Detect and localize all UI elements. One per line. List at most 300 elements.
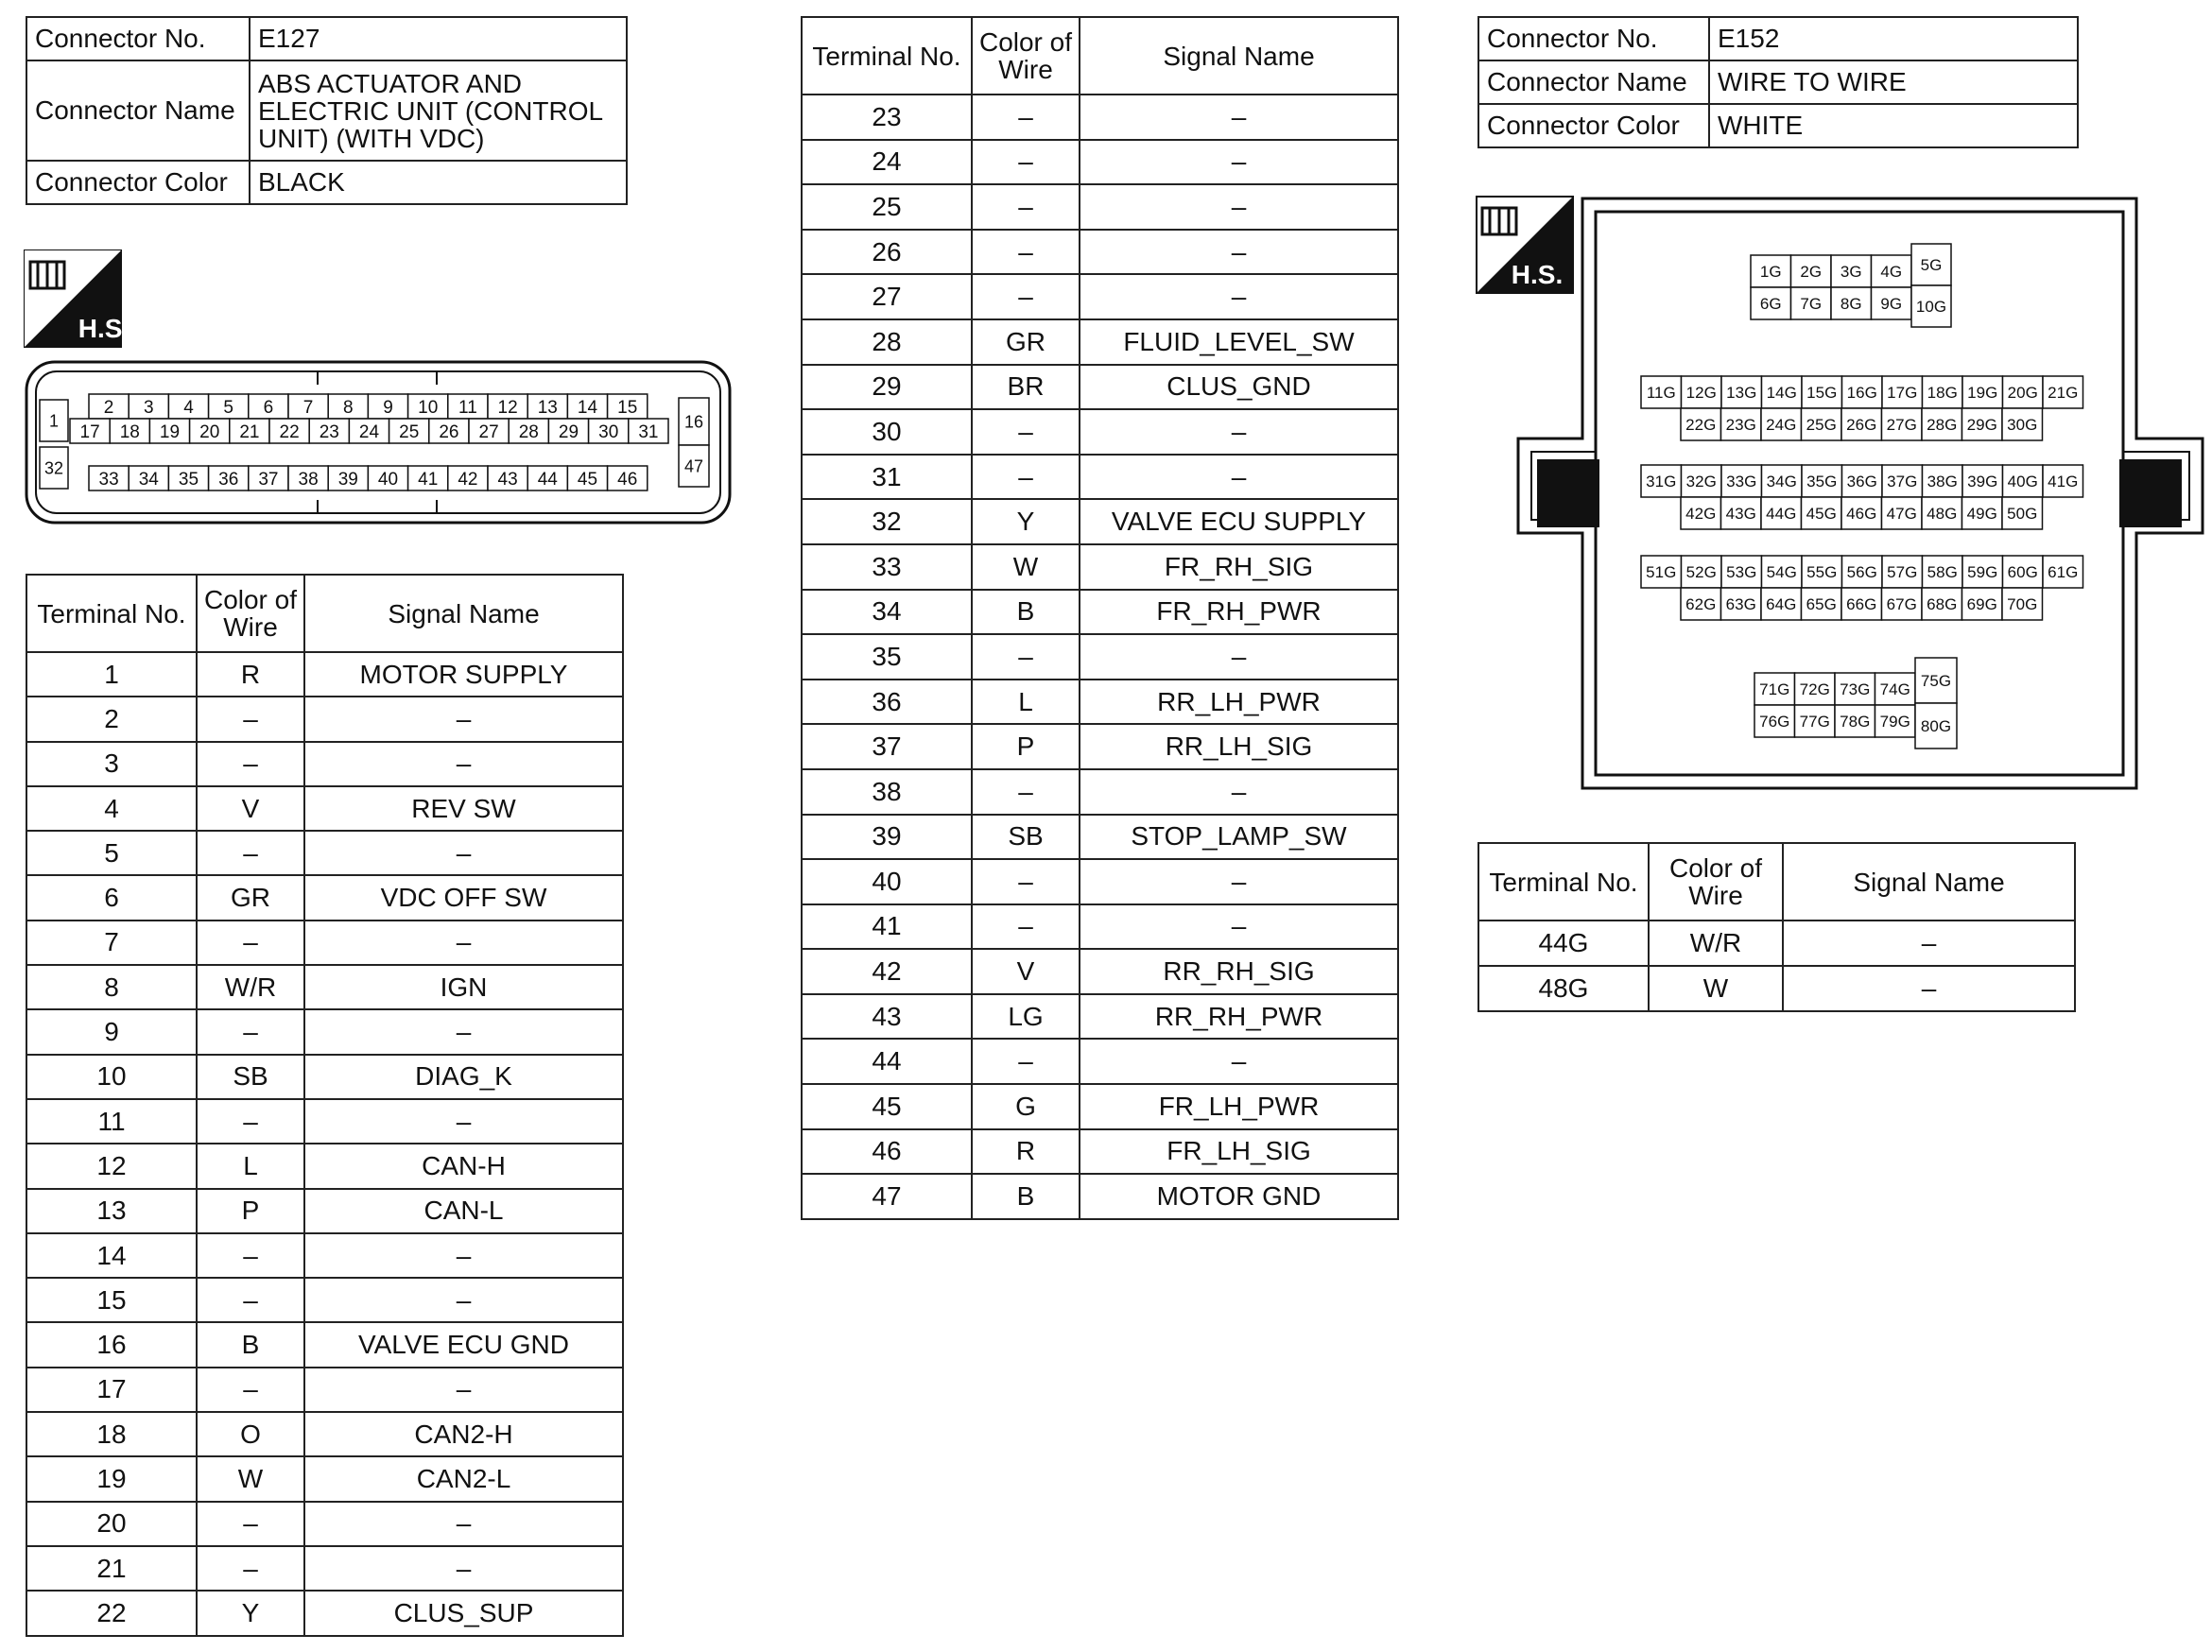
wire-color-cell: –: [197, 1502, 304, 1546]
pin-label: 18G: [1927, 384, 1958, 403]
table-header-row: [802, 17, 1398, 95]
pin-label: 27: [478, 422, 499, 442]
table-row: [802, 590, 1398, 635]
wire-color-cell: –: [197, 831, 304, 875]
wire-color-cell: GR: [197, 875, 304, 920]
wire-color-cell: P: [972, 724, 1080, 769]
pin-label: 10G: [1915, 298, 1947, 317]
wire-color-cell: O: [197, 1412, 304, 1456]
wire-color-cell: –: [972, 184, 1080, 230]
info-value: WHITE: [1709, 104, 2078, 147]
signal-name-cell: FR_LH_PWR: [1080, 1084, 1398, 1129]
pin-label: 30: [598, 422, 619, 442]
signal-name-cell: FLUID_LEVEL_SW: [1080, 319, 1398, 365]
terminal-cell: 44: [802, 1039, 972, 1084]
wire-color-cell: B: [972, 1174, 1080, 1219]
pin-label: 25G: [1806, 416, 1837, 435]
signal-name-cell: –: [1080, 455, 1398, 500]
table-row: [26, 1591, 623, 1635]
pin-label: 15: [617, 397, 638, 418]
pin-label: 2G: [1800, 263, 1823, 282]
e127-info-table: [26, 16, 628, 205]
signal-name-cell: FR_RH_SIG: [1080, 544, 1398, 590]
pin-label: 9G: [1880, 295, 1903, 314]
e127-terminal-table-1: [26, 574, 624, 1637]
pin-label: 47G: [1886, 505, 1917, 524]
table-row: [802, 365, 1398, 410]
table-row: [802, 680, 1398, 725]
pin-label: 37: [258, 469, 279, 490]
terminal-cell: 24: [802, 140, 972, 185]
terminal-cell: 8: [26, 965, 197, 1009]
terminal-cell: 30: [802, 409, 972, 455]
wire-color-cell: –: [197, 1099, 304, 1144]
pin-label: 28: [518, 422, 539, 442]
terminal-cell: 10: [26, 1055, 197, 1099]
pin-label: 6: [263, 397, 274, 418]
pin-label: 1: [48, 411, 60, 431]
header-signal: Signal Name: [1783, 843, 2075, 921]
terminal-cell: 33: [802, 544, 972, 590]
pin-label: 47: [683, 456, 704, 476]
pin-label: 23: [319, 422, 339, 442]
pin-label: 46G: [1846, 505, 1877, 524]
pin-label: 50G: [2007, 505, 2038, 524]
signal-name-cell: –: [1080, 409, 1398, 455]
pin-label: 54G: [1766, 563, 1797, 582]
table-row: [802, 769, 1398, 815]
pin-label: 42: [458, 469, 478, 490]
table-row: [802, 1084, 1398, 1129]
signal-name-cell: MOTOR GND: [1080, 1174, 1398, 1219]
wire-color-cell: SB: [972, 815, 1080, 860]
terminal-cell: 22: [26, 1591, 197, 1635]
wire-color-cell: L: [972, 680, 1080, 725]
terminal-cell: 35: [802, 634, 972, 680]
hs-label: H.S.: [1511, 260, 1564, 289]
pin-label: 33: [98, 469, 119, 490]
signal-name-cell: FR_LH_SIG: [1080, 1129, 1398, 1175]
terminal-cell: 15: [26, 1278, 197, 1322]
info-value: E127: [250, 17, 627, 60]
header-signal: Signal Name: [1080, 17, 1398, 95]
signal-name-cell: RR_RH_PWR: [1080, 994, 1398, 1040]
wire-color-cell: LG: [972, 994, 1080, 1040]
pin-label: 25: [399, 422, 420, 442]
table-row: [1478, 966, 2075, 1011]
e127-terminal-table-2: [801, 16, 1399, 1220]
pin-label: 46: [617, 469, 638, 490]
pin-label: 36: [218, 469, 239, 490]
terminal-cell: 17: [26, 1368, 197, 1412]
signal-name-cell: MOTOR SUPPLY: [304, 652, 623, 697]
signal-name-cell: REV SW: [304, 786, 623, 831]
terminal-cell: 3: [26, 742, 197, 786]
pin-label: 34: [138, 469, 159, 490]
terminal-cell: 36: [802, 680, 972, 725]
table-row: [26, 965, 623, 1009]
wire-color-cell: –: [197, 1233, 304, 1278]
wire-color-cell: –: [972, 274, 1080, 319]
pin-label: 53G: [1726, 563, 1757, 582]
pin-label: 75G: [1920, 672, 1952, 691]
header-terminal: Terminal No.: [1478, 843, 1649, 921]
terminal-cell: 21: [26, 1546, 197, 1591]
table-row: [802, 230, 1398, 275]
pin-label: 35G: [1806, 473, 1838, 491]
pin-label: 20: [199, 422, 220, 442]
pin-label: 4G: [1880, 263, 1903, 282]
wire-color-cell: –: [972, 859, 1080, 904]
pin-label: 43: [497, 469, 518, 490]
signal-name-cell: –: [304, 1009, 623, 1054]
table-row: [26, 1546, 623, 1591]
info-value: WIRE TO WIRE: [1709, 60, 2078, 104]
pin-label: 14G: [1766, 384, 1797, 403]
table-row: [26, 875, 623, 920]
wire-color-cell: Y: [972, 499, 1080, 544]
table-row: [802, 140, 1398, 185]
pin-label: 23G: [1725, 416, 1756, 435]
pin-label: 11G: [1646, 384, 1676, 403]
signal-name-cell: –: [1080, 184, 1398, 230]
terminal-cell: 41: [802, 904, 972, 950]
pin-label: 60G: [2007, 563, 2038, 582]
wire-color-cell: –: [972, 634, 1080, 680]
terminal-cell: 5: [26, 831, 197, 875]
info-row: [1478, 60, 2078, 104]
info-value: ABS ACTUATOR AND ELECTRIC UNIT (CONTROL UNIT) (WITH VDC): [250, 60, 627, 161]
wire-color-cell: –: [197, 742, 304, 786]
hs-icon: [25, 250, 130, 352]
signal-name-cell: –: [304, 1278, 623, 1322]
signal-name-cell: –: [304, 697, 623, 741]
signal-name-cell: –: [1080, 769, 1398, 815]
pin-label: 76G: [1759, 713, 1790, 731]
table-row: [26, 1278, 623, 1322]
info-label: Connector Color: [1478, 104, 1709, 147]
pin-label: 69G: [1966, 595, 1997, 614]
signal-name-cell: –: [304, 1368, 623, 1412]
pin-label: 57G: [1887, 563, 1918, 582]
pin-label: 19: [159, 422, 181, 442]
pin-label: 38: [298, 469, 319, 490]
pin-label: 37G: [1887, 473, 1918, 491]
table-row: [26, 742, 623, 786]
signal-name-cell: –: [1080, 230, 1398, 275]
pin-label: 10: [418, 397, 439, 418]
table-row: [802, 949, 1398, 994]
pin-label: 61G: [2048, 563, 2079, 582]
wire-color-cell: –: [972, 95, 1080, 140]
wire-color-cell: –: [197, 1278, 304, 1322]
table-row: [802, 95, 1398, 140]
terminal-cell: 32: [802, 499, 972, 544]
wire-color-cell: SB: [197, 1055, 304, 1099]
e127-connector-face: [25, 360, 734, 526]
pin-label: 3: [144, 397, 154, 418]
pin-label: 27G: [1886, 416, 1917, 435]
terminal-cell: 28: [802, 319, 972, 365]
terminal-cell: 14: [26, 1233, 197, 1278]
pin-label: 80G: [1920, 717, 1952, 736]
info-label: Connector No.: [26, 17, 250, 60]
terminal-cell: 43: [802, 994, 972, 1040]
pin-label: 44: [537, 469, 558, 490]
signal-name-cell: –: [1080, 634, 1398, 680]
table-row: [26, 1322, 623, 1367]
wire-color-cell: B: [197, 1322, 304, 1367]
table-row: [802, 319, 1398, 365]
info-label: Connector Name: [1478, 60, 1709, 104]
pin-label: 68G: [1927, 595, 1958, 614]
terminal-cell: 19: [26, 1456, 197, 1501]
wire-color-cell: L: [197, 1144, 304, 1188]
signal-name-cell: –: [304, 1099, 623, 1144]
signal-name-cell: –: [1783, 966, 2075, 1011]
table-row: [802, 274, 1398, 319]
table-row: [26, 921, 623, 965]
pin-label: 40G: [2007, 473, 2038, 491]
table-row: [26, 1502, 623, 1546]
hs-label: H.S.: [78, 314, 130, 343]
pin-label: 43G: [1725, 505, 1756, 524]
wire-color-cell: V: [972, 949, 1080, 994]
table-row: [802, 544, 1398, 590]
pin-label: 17: [79, 422, 100, 442]
pin-label: 59G: [1967, 563, 1998, 582]
wire-color-cell: –: [972, 409, 1080, 455]
terminal-cell: 13: [26, 1189, 197, 1233]
wire-color-cell: P: [197, 1189, 304, 1233]
signal-name-cell: –: [1080, 859, 1398, 904]
signal-name-cell: RR_LH_SIG: [1080, 724, 1398, 769]
signal-name-cell: CLUS_GND: [1080, 365, 1398, 410]
pin-label: 49G: [1966, 505, 1997, 524]
signal-name-cell: CAN-H: [304, 1144, 623, 1188]
pin-label: 79G: [1879, 713, 1910, 731]
pin-label: 17G: [1887, 384, 1918, 403]
wire-color-cell: G: [972, 1084, 1080, 1129]
pin-label: 58G: [1927, 563, 1958, 582]
pin-label: 16: [683, 412, 704, 432]
wire-color-cell: W: [1649, 966, 1783, 1011]
table-row: [802, 1129, 1398, 1175]
pin-label: 28G: [1927, 416, 1958, 435]
table-row: [26, 697, 623, 741]
pin-label: 41: [418, 469, 439, 490]
pin-label: 36G: [1846, 473, 1877, 491]
pin-label: 74G: [1879, 680, 1910, 699]
pin-label: 4: [183, 397, 194, 418]
signal-name-cell: –: [1080, 140, 1398, 185]
pin-label: 7G: [1800, 295, 1823, 314]
signal-name-cell: RR_LH_PWR: [1080, 680, 1398, 725]
wire-color-cell: B: [972, 590, 1080, 635]
terminal-cell: 20: [26, 1502, 197, 1546]
pin-label: 9: [383, 397, 393, 418]
wire-color-cell: –: [972, 230, 1080, 275]
terminal-cell: 11: [26, 1099, 197, 1144]
info-label: Connector No.: [1478, 17, 1709, 60]
pin-label: 70G: [2007, 595, 2038, 614]
terminal-cell: 45: [802, 1084, 972, 1129]
terminal-cell: 47: [802, 1174, 972, 1219]
wire-color-cell: Y: [197, 1591, 304, 1635]
info-value: E152: [1709, 17, 2078, 60]
table-row: [802, 1174, 1398, 1219]
terminal-cell: 9: [26, 1009, 197, 1054]
terminal-cell: 34: [802, 590, 972, 635]
wire-color-cell: –: [972, 455, 1080, 500]
pin-label: 26: [439, 422, 459, 442]
pin-label: 22G: [1685, 416, 1717, 435]
table-row: [26, 1412, 623, 1456]
pin-label: 22: [279, 422, 300, 442]
pin-label: 29: [558, 422, 579, 442]
terminal-cell: 18: [26, 1412, 197, 1456]
terminal-cell: 39: [802, 815, 972, 860]
pin-label: 30G: [2007, 416, 2038, 435]
terminal-cell: 1: [26, 652, 197, 697]
table-row: [26, 1189, 623, 1233]
signal-name-cell: –: [304, 921, 623, 965]
pin-label: 13: [537, 397, 558, 418]
terminal-cell: 38: [802, 769, 972, 815]
info-row: [1478, 17, 2078, 60]
pin-label: 20G: [2007, 384, 2038, 403]
info-label: Connector Name: [26, 60, 250, 161]
wire-color-cell: –: [197, 1546, 304, 1591]
header-signal: Signal Name: [304, 575, 623, 652]
signal-name-cell: VDC OFF SW: [304, 875, 623, 920]
pin-label: 67G: [1886, 595, 1917, 614]
pin-label: 40: [377, 469, 399, 490]
pin-label: 5: [223, 397, 233, 418]
terminal-cell: 42: [802, 949, 972, 994]
pin-label: 8G: [1840, 295, 1862, 314]
e152-info-table: [1478, 16, 2079, 148]
terminal-cell: 29: [802, 365, 972, 410]
terminal-cell: 23: [802, 95, 972, 140]
table-row: [802, 1039, 1398, 1084]
pin-label: 35: [178, 469, 199, 490]
pin-label: 73G: [1840, 680, 1871, 699]
signal-name-cell: STOP_LAMP_SW: [1080, 815, 1398, 860]
table-header-row: [1478, 843, 2075, 921]
wire-color-cell: GR: [972, 319, 1080, 365]
signal-name-cell: –: [304, 1546, 623, 1591]
pin-label: 13G: [1726, 384, 1757, 403]
pin-label: 32G: [1685, 473, 1717, 491]
table-row: [802, 455, 1398, 500]
pin-label: 63G: [1725, 595, 1756, 614]
signal-name-cell: –: [1783, 921, 2075, 966]
info-value: BLACK: [250, 161, 627, 204]
terminal-cell: 31: [802, 455, 972, 500]
pin-label: 7: [302, 397, 314, 418]
signal-name-cell: CAN2-L: [304, 1456, 623, 1501]
wire-color-cell: –: [197, 1368, 304, 1412]
pin-label: 1G: [1759, 263, 1782, 282]
pin-label: 32: [43, 458, 64, 478]
pin-label: 26G: [1846, 416, 1877, 435]
pin-label: 55G: [1806, 563, 1838, 582]
latch-left: [1537, 459, 1599, 527]
table-row: [26, 831, 623, 875]
signal-name-cell: VALVE ECU GND: [304, 1322, 623, 1367]
table-row: [802, 815, 1398, 860]
pin-label: 16G: [1846, 384, 1877, 403]
table-row: [26, 1144, 623, 1188]
latch-right: [2119, 459, 2182, 527]
signal-name-cell: –: [304, 831, 623, 875]
info-row: [1478, 104, 2078, 147]
signal-name-cell: CAN2-H: [304, 1412, 623, 1456]
table-row: [802, 409, 1398, 455]
pin-label: 24: [358, 422, 380, 442]
signal-name-cell: –: [304, 1502, 623, 1546]
pin-label: 45G: [1806, 505, 1837, 524]
wire-color-cell: W/R: [1649, 921, 1783, 966]
terminal-cell: 40: [802, 859, 972, 904]
pin-label: 71G: [1759, 680, 1790, 699]
terminal-cell: 4: [26, 786, 197, 831]
signal-name-cell: –: [304, 742, 623, 786]
wire-color-cell: –: [197, 1009, 304, 1054]
terminal-cell: 2: [26, 697, 197, 741]
pin-label: 8: [343, 397, 354, 418]
terminal-cell: 12: [26, 1144, 197, 1188]
table-row: [802, 724, 1398, 769]
pin-label: 39: [337, 469, 358, 490]
pin-label: 31: [638, 422, 659, 442]
pin-label: 38G: [1927, 473, 1958, 491]
header-terminal: Terminal No.: [802, 17, 972, 95]
terminal-cell: 26: [802, 230, 972, 275]
pin-label: 72G: [1799, 680, 1830, 699]
wire-color-cell: R: [972, 1129, 1080, 1175]
wire-color-cell: –: [197, 921, 304, 965]
wire-color-cell: V: [197, 786, 304, 831]
pin-label: 21: [239, 422, 260, 442]
table-row: [1478, 921, 2075, 966]
info-row: [26, 60, 627, 161]
pin-label: 11: [458, 397, 477, 418]
terminal-cell: 37: [802, 724, 972, 769]
pin-label: 5G: [1920, 256, 1943, 275]
pin-label: 52G: [1685, 563, 1717, 582]
table-row: [26, 1368, 623, 1412]
pin-label: 78G: [1840, 713, 1871, 731]
table-row: [26, 1055, 623, 1099]
pin-label: 19G: [1967, 384, 1998, 403]
table-row: [802, 499, 1398, 544]
pin-label: 65G: [1806, 595, 1837, 614]
terminal-cell: 25: [802, 184, 972, 230]
pin-label: 44G: [1766, 505, 1797, 524]
terminal-cell: 48G: [1478, 966, 1649, 1011]
table-row: [26, 1456, 623, 1501]
pin-label: 33G: [1726, 473, 1757, 491]
pin-label: 62G: [1685, 595, 1717, 614]
table-row: [26, 1099, 623, 1144]
pin-label: 48G: [1927, 505, 1958, 524]
terminal-cell: 6: [26, 875, 197, 920]
pin-label: 24G: [1766, 416, 1797, 435]
pin-label: 34G: [1766, 473, 1797, 491]
wire-color-cell: –: [197, 697, 304, 741]
